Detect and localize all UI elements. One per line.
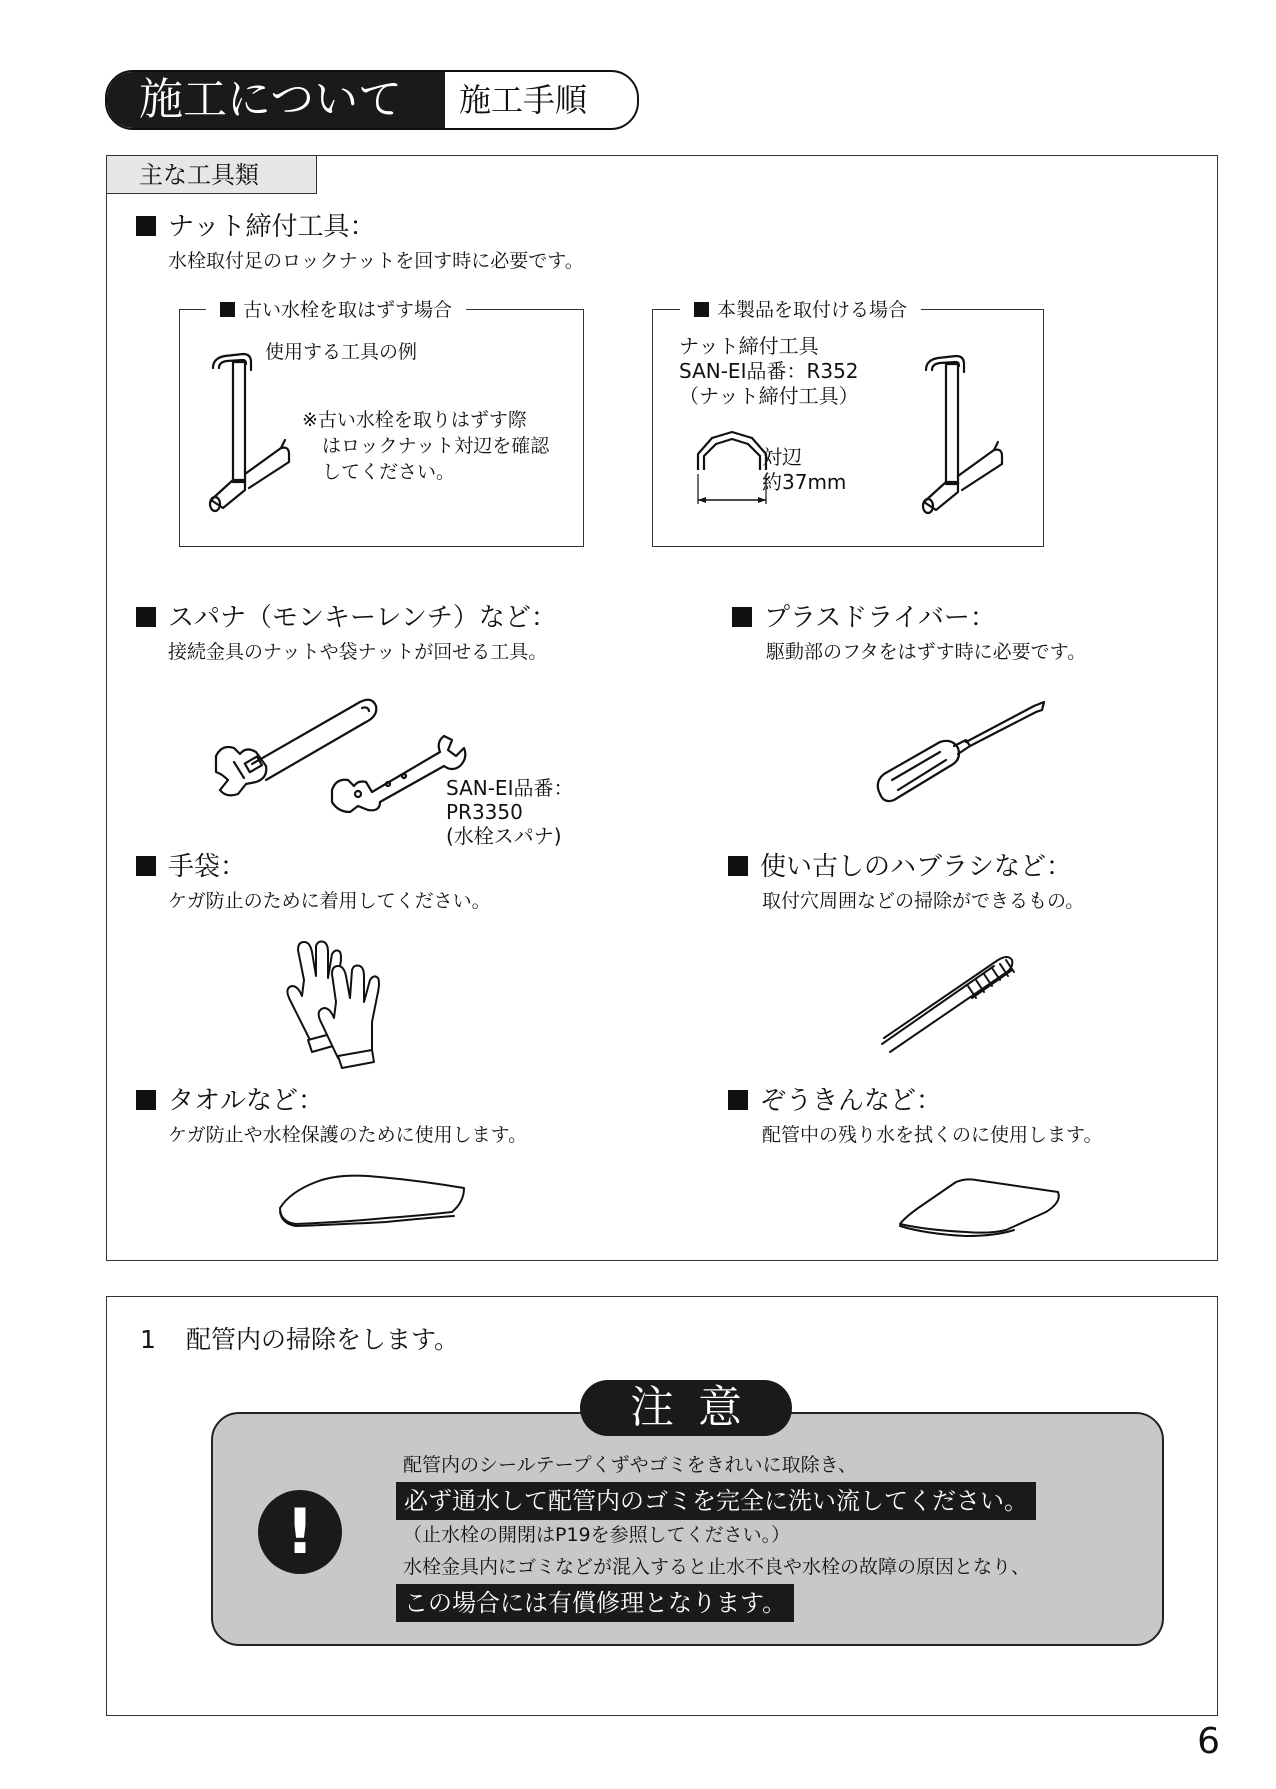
- cloth-desc: 配管中の残り水を拭くのに使用します。: [762, 1124, 1103, 1146]
- toothbrush-icon: [880, 946, 1030, 1061]
- screwdriver-icon: [870, 698, 1050, 818]
- caution-line-2: （止水栓の開閉はP19を参照してください。）: [403, 1524, 791, 1546]
- caution-label: 注意: [580, 1380, 792, 1436]
- square-bullet-icon: [728, 856, 748, 876]
- toothbrush-title: 使い古しのハブラシなど：: [728, 850, 1072, 884]
- nut-socket-dimension-icon: [690, 430, 770, 510]
- caution-line-3: 水栓金具内にゴミなどが混入すると止水不良や水栓の故障の原因となり、: [403, 1556, 1031, 1578]
- nut-tool-desc: 水栓取付足のロックナットを回す時に必要です。: [168, 250, 584, 272]
- toothbrush-desc: 取付穴周囲などの掃除ができるもの。: [762, 890, 1085, 912]
- nut-wrench-icon: [918, 352, 1008, 522]
- page-header: [105, 70, 639, 130]
- square-bullet-icon: [136, 216, 156, 236]
- gloves-icon: [280, 940, 400, 1070]
- new-line-3: （ナット締付工具）: [679, 384, 859, 408]
- page-number: 6: [1197, 1721, 1220, 1762]
- new-line-1: ナット締付工具: [679, 334, 819, 358]
- square-bullet-icon: [136, 607, 156, 627]
- old-note-line-3: してください。: [322, 461, 456, 483]
- new-product-heading: 本製品を取付ける場合: [680, 298, 921, 322]
- step1-text: 配管内の掃除をします。: [186, 1325, 460, 1354]
- square-bullet-icon: [220, 302, 235, 317]
- step1-number: 1: [140, 1325, 156, 1354]
- spanner-title: スパナ（モンキーレンチ）など：: [136, 601, 557, 635]
- old-note-line-2: はロックナット対辺を確認: [322, 435, 550, 457]
- dim-line-2: 約37mm: [762, 470, 847, 494]
- caution-highlight-2: この場合には有償修理となります。: [396, 1584, 794, 1622]
- nut-tool-title: ナット締付工具：: [136, 210, 375, 244]
- spanner-part-line-3: (水栓スパナ): [446, 824, 562, 848]
- towel-title: タオルなど：: [136, 1084, 324, 1118]
- caution-highlight-1: 必ず通水して配管内のゴミを完全に洗い流してください。: [396, 1482, 1036, 1520]
- header-title: 施工について: [107, 72, 445, 128]
- example-label: 使用する工具の例: [265, 341, 418, 363]
- towel-icon: [276, 1172, 470, 1228]
- square-bullet-icon: [694, 302, 709, 317]
- towel-desc: ケガ防止や水栓保護のために使用します。: [168, 1124, 528, 1146]
- screwdriver-title: プラスドライバー：: [732, 601, 996, 635]
- cloth-icon: [896, 1176, 1066, 1238]
- gloves-desc: ケガ防止のために着用してください。: [168, 890, 491, 912]
- square-bullet-icon: [732, 607, 752, 627]
- header-subtitle: 施工手順: [459, 81, 588, 119]
- cloth-title: ぞうきんなど：: [728, 1084, 942, 1118]
- nut-wrench-icon: [205, 350, 295, 520]
- dim-line-1: 対辺: [762, 445, 802, 469]
- spanner-part-line-2: PR3350: [446, 800, 523, 824]
- screwdriver-desc: 駆動部のフタをはずす時に必要です。: [766, 641, 1087, 663]
- square-bullet-icon: [136, 856, 156, 876]
- spanner-desc: 接続金具のナットや袋ナットが回せる工具。: [168, 641, 548, 663]
- exclamation-icon: !: [258, 1490, 342, 1574]
- gloves-title: 手袋：: [136, 850, 246, 884]
- old-note-line-1: ※古い水栓を取りはずす際: [302, 409, 527, 431]
- spanner-part-line-1: SAN-EI品番：: [446, 776, 574, 800]
- new-line-2: SAN-EI品番：R352: [679, 359, 859, 383]
- square-bullet-icon: [136, 1090, 156, 1110]
- square-bullet-icon: [728, 1090, 748, 1110]
- caution-line-1: 配管内のシールテープくずやゴミをきれいに取除き、: [403, 1454, 857, 1476]
- tools-tab: 主な工具類: [107, 156, 317, 194]
- old-faucet-heading: 古い水栓を取はずす場合: [206, 298, 466, 322]
